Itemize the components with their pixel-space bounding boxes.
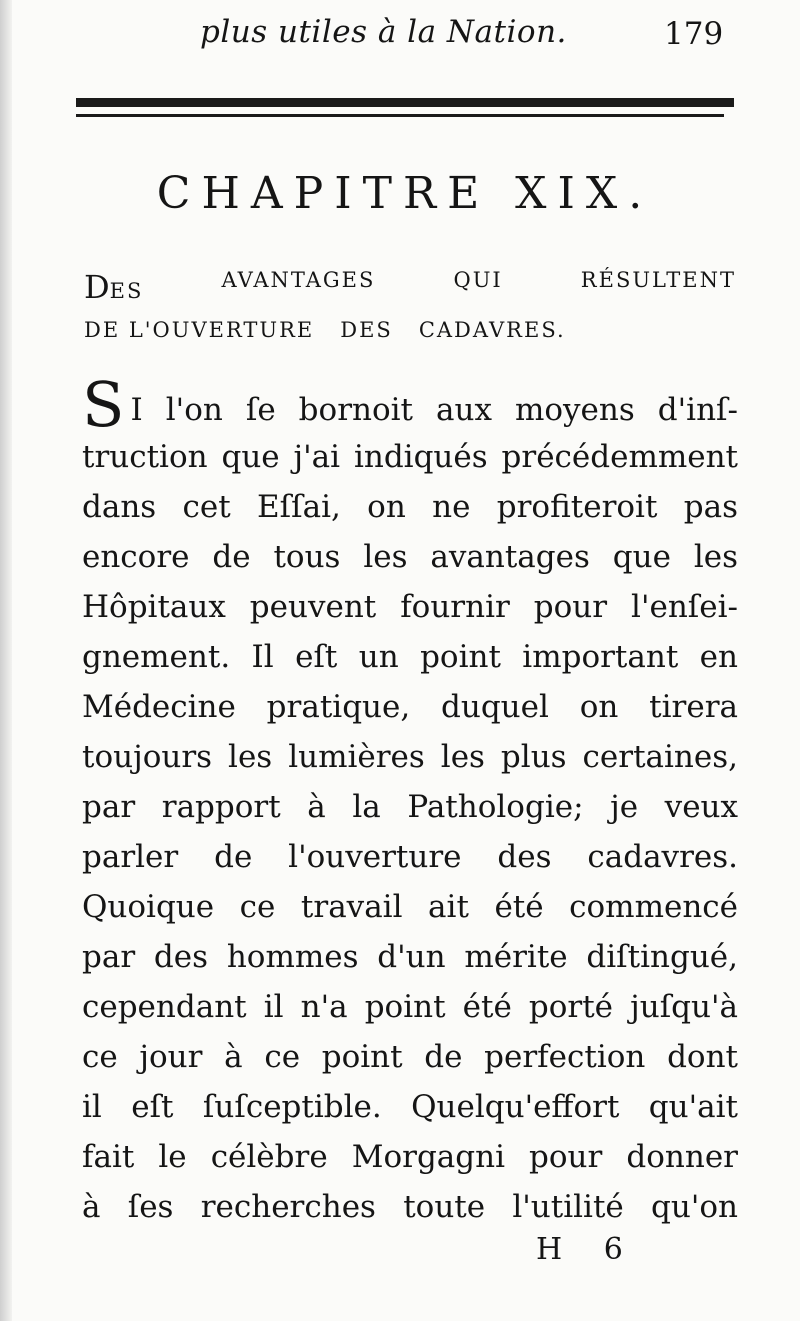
header-rule-thin <box>76 114 724 117</box>
text-line: Hôpitaux peuvent fournir pour l'enſei- <box>82 589 738 625</box>
first-line-text: I l'on ſe bornoit aux moyens d'inſ- <box>130 392 738 428</box>
running-title: plus utiles à la Nation. <box>200 14 567 50</box>
text-line: il eſt ſuſceptible. Quelqu'effort qu'ait <box>82 1089 738 1125</box>
subtitle-word: CADAVRES. <box>418 318 566 342</box>
chapter-subtitle-line-2 <box>84 318 736 342</box>
text-line: Médecine pratique, duquel on tirera <box>82 689 738 725</box>
drop-cap: S <box>82 380 125 432</box>
text-line <box>82 380 738 432</box>
running-head <box>0 14 800 64</box>
text-line: gnement. Il eſt un point important en <box>82 639 738 675</box>
text-line: dans cet Eſſai, on ne profiteroit pas <box>82 489 738 525</box>
subtitle-word: AVANTAGES <box>221 268 376 292</box>
subtitle-word <box>84 268 143 306</box>
subtitle-word: DES <box>340 318 393 342</box>
chapter-subtitle-line-1 <box>84 268 736 306</box>
signature-mark: H 6 <box>536 1232 639 1267</box>
subtitle-word: RÉSULTENT <box>580 268 736 292</box>
text-line: parler de l'ouverture des cadavres. <box>82 839 738 875</box>
header-rule-thick <box>76 98 734 107</box>
text-line: encore de tous les avantages que les <box>82 539 738 575</box>
page-number: 179 <box>664 16 724 52</box>
text-line: par rapport à la Pathologie; je veux <box>82 789 738 825</box>
text-line: par des hommes d'un mérite diſtingué, <box>82 939 738 975</box>
text-line: ce jour à ce point de perfection dont <box>82 1039 738 1075</box>
text-line: Quoique ce travail ait été commencé <box>82 889 738 925</box>
subtitle-word: QUI <box>453 268 503 292</box>
subtitle-word-rest: ES <box>109 279 144 303</box>
body-text <box>82 380 738 1232</box>
text-line: toujours les lumières les plus certaines, <box>82 739 738 775</box>
text-line: fait le célèbre Morgagni pour donner <box>82 1139 738 1175</box>
text-line: cependant il n'a point été porté juſqu'à <box>82 989 738 1025</box>
text-line: à ſes recherches toute l'utilité qu'on <box>82 1189 738 1225</box>
subtitle-word: DE L'OUVERTURE <box>84 318 315 342</box>
chapter-title: CHAPITRE XIX. <box>156 168 654 219</box>
text-line: truction que j'ai indiqués précédemment <box>82 439 738 475</box>
subtitle-initial: D <box>84 268 110 306</box>
